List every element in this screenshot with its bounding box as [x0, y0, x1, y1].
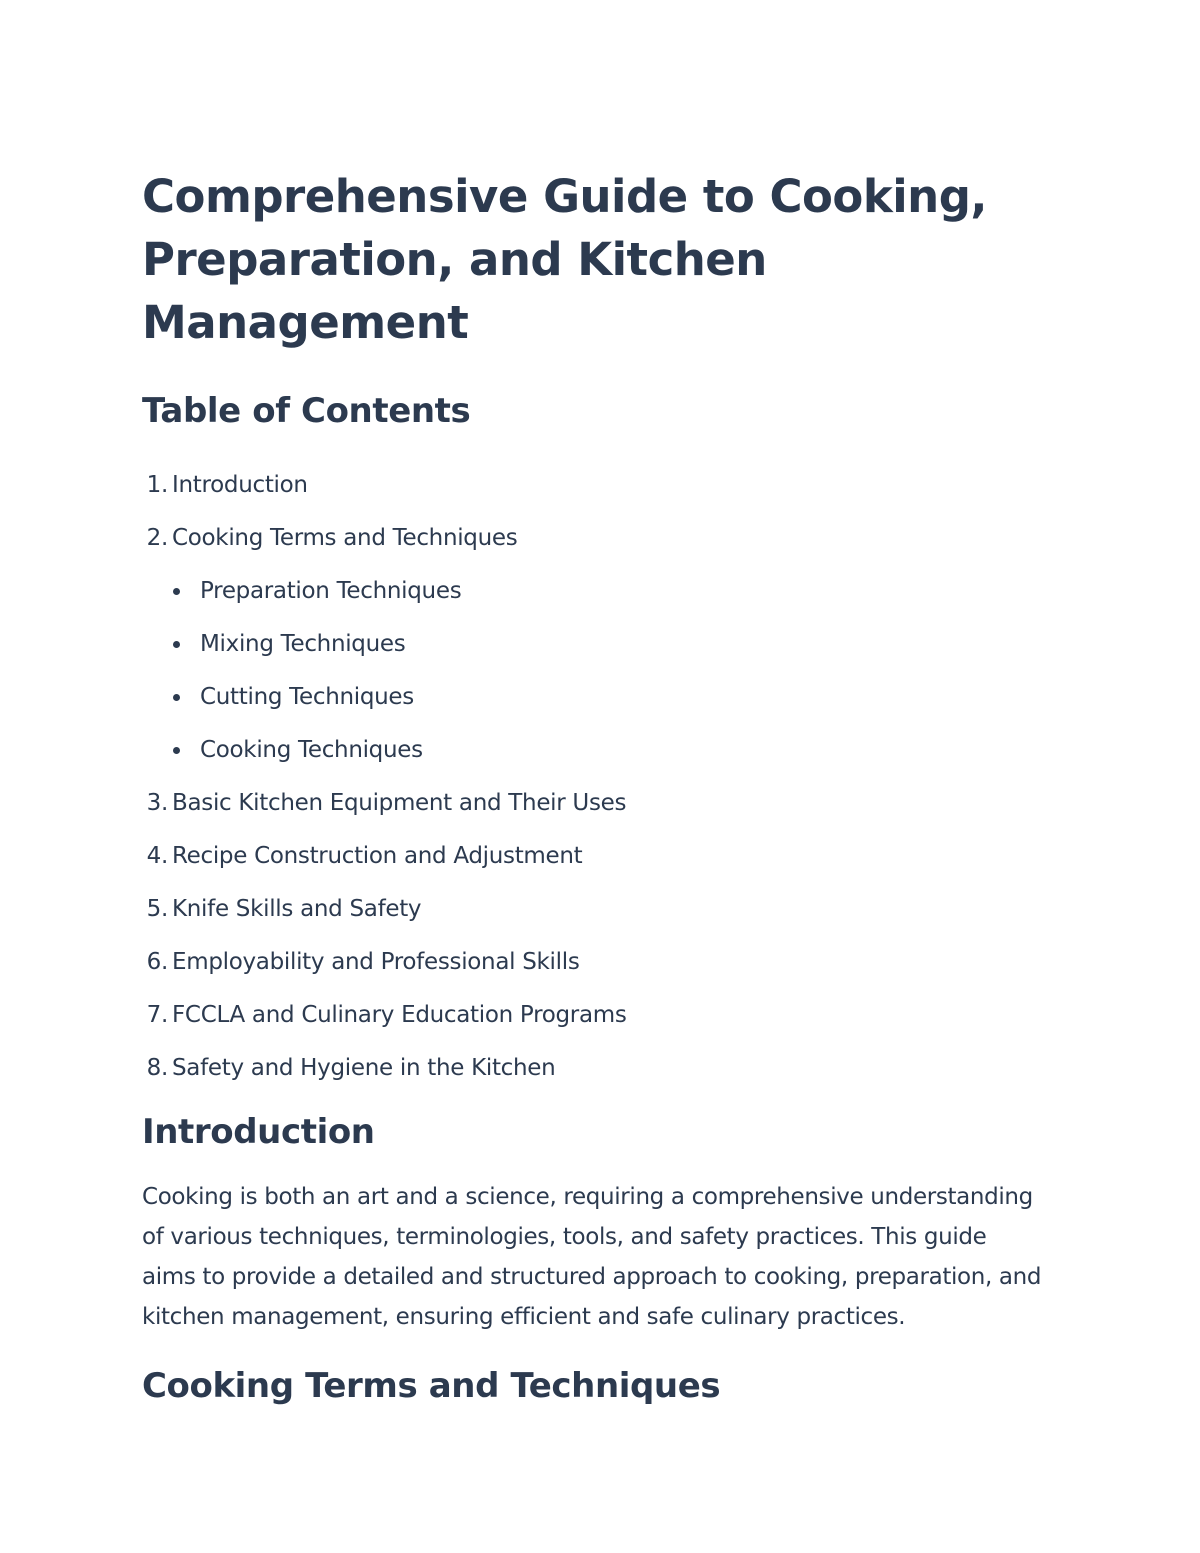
toc-item[interactable]: 5. Knife Skills and Safety	[146, 896, 422, 922]
toc-item-label: Introduction	[172, 472, 308, 498]
document-title: Comprehensive Guide to Cooking, Preparation, and Kitchen Management	[142, 170, 988, 349]
toc-subitem[interactable]	[142, 671, 1062, 724]
toc-item-label: Basic Kitchen Equipment and Their Uses	[172, 790, 627, 816]
toc-subitem-label: Mixing Techniques	[200, 631, 406, 657]
bullet-icon	[173, 747, 180, 754]
toc-heading: Table of Contents	[142, 391, 471, 431]
toc-subitem[interactable]	[142, 565, 1062, 618]
introduction-heading: Introduction	[142, 1112, 375, 1152]
toc-item[interactable]: 8. Safety and Hygiene in the Kitchen	[146, 1055, 556, 1081]
toc-subitem-label: Cutting Techniques	[200, 684, 414, 710]
toc-item[interactable]: 6. Employability and Professional Skills	[146, 949, 580, 975]
toc-subitem-label: Cooking Techniques	[200, 737, 423, 763]
bullet-icon	[173, 641, 180, 648]
toc-item[interactable]: 4. Recipe Construction and Adjustment	[146, 843, 583, 869]
bullet-icon	[173, 694, 180, 701]
toc-item-label: Recipe Construction and Adjustment	[172, 843, 583, 869]
toc-item[interactable]: 2. Cooking Terms and Techniques	[146, 525, 518, 551]
table-of-contents	[142, 459, 1062, 1095]
toc-item-label: Safety and Hygiene in the Kitchen	[172, 1055, 556, 1081]
toc-item[interactable]: 7. FCCLA and Culinary Education Programs	[146, 1002, 627, 1028]
toc-item-label: Employability and Professional Skills	[172, 949, 580, 975]
document-page	[142, 165, 1062, 1409]
bullet-icon	[173, 588, 180, 595]
cooking-terms-heading: Cooking Terms and Techniques	[142, 1366, 721, 1406]
toc-item-label: Cooking Terms and Techniques	[172, 525, 518, 551]
toc-subitem-label: Preparation Techniques	[200, 578, 462, 604]
toc-subitem[interactable]	[142, 724, 1062, 777]
toc-item-label: Knife Skills and Safety	[172, 896, 422, 922]
toc-item[interactable]: 1. Introduction	[146, 472, 308, 498]
toc-item[interactable]: 3. Basic Kitchen Equipment and Their Uses	[146, 790, 627, 816]
introduction-paragraph: Cooking is both an art and a science, requiring a comprehensive understanding of various techniques, terminologies, tools, and safety practices. This guide aims to provide a detailed and structured approach to cooking, preparation, and kitchen management, ensuring efficient and safe culinary practices.	[142, 1184, 1042, 1330]
toc-subitem[interactable]	[142, 618, 1062, 671]
toc-item-label: FCCLA and Culinary Education Programs	[172, 1002, 627, 1028]
